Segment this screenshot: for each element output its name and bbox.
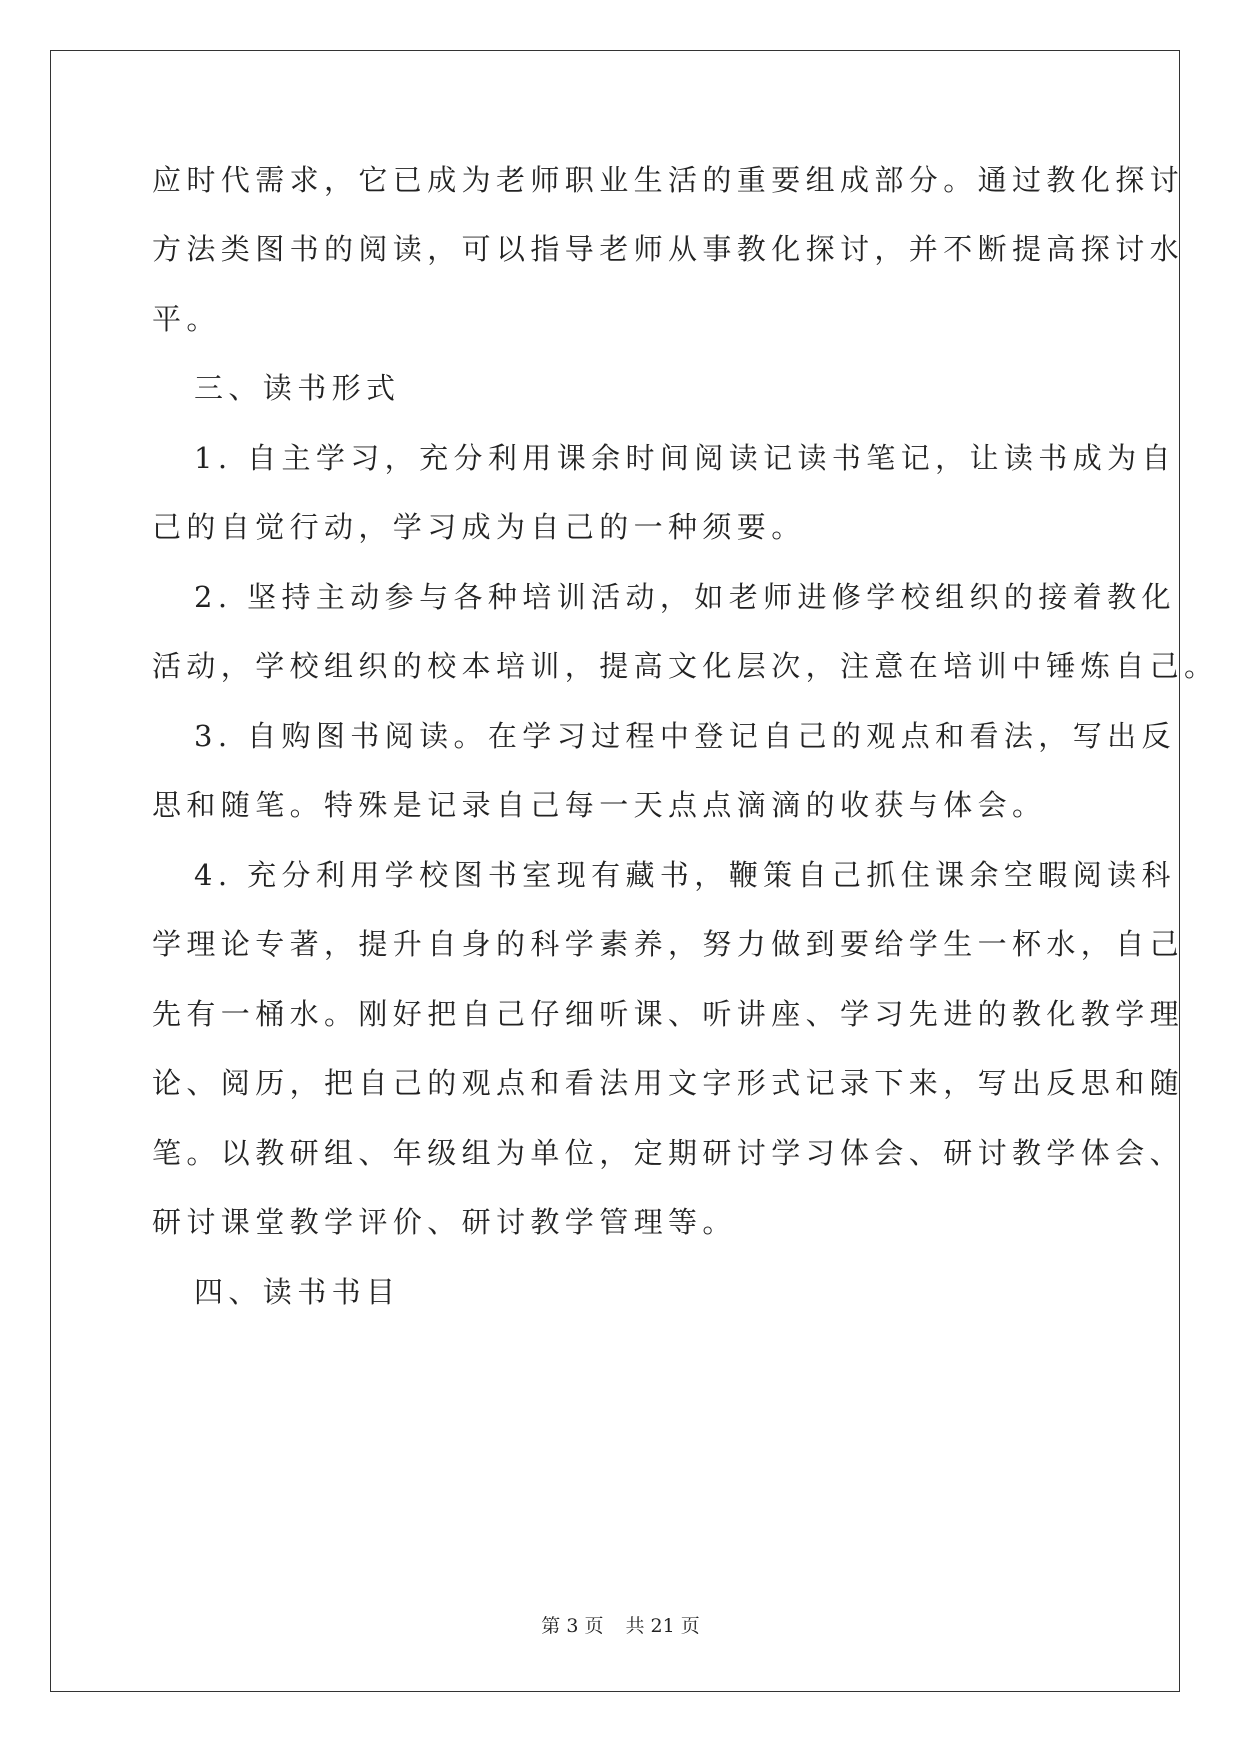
body-line: 平。 bbox=[152, 302, 221, 336]
body-line: 研讨课堂教学评价、研讨教学管理等。 bbox=[152, 1205, 737, 1239]
body-line: 己的自觉行动，学习成为自己的一种须要。 bbox=[152, 510, 806, 544]
body-line: 思和随笔。特殊是记录自己每一天点点滴滴的收获与体会。 bbox=[152, 788, 1047, 822]
section-heading: 四、读书书目 bbox=[194, 1275, 401, 1309]
body-line: 学理论专著，提升自身的科学素养，努力做到要给学生一杯水，自己 bbox=[152, 927, 1185, 961]
body-line: 活动，学校组织的校本培训，提高文化层次，注意在培训中锤炼自己。 bbox=[152, 649, 1219, 683]
body-line: 4. 充分利用学校图书室现有藏书，鞭策自己抓住课余空暇阅读科 bbox=[194, 858, 1176, 892]
body-line: 1. 自主学习，充分利用课余时间阅读记读书笔记，让读书成为自 bbox=[194, 441, 1176, 475]
body-line: 方法类图书的阅读，可以指导老师从事教化探讨，并不断提高探讨水 bbox=[152, 232, 1185, 266]
page-number: 第 3 页 bbox=[541, 1615, 604, 1637]
body-line: 3. 自购图书阅读。在学习过程中登记自己的观点和看法，写出反 bbox=[194, 719, 1176, 753]
body-line: 笔。以教研组、年级组为单位，定期研讨学习体会、研讨教学体会、 bbox=[152, 1136, 1185, 1170]
page-footer bbox=[0, 1614, 1241, 1638]
body-line: 2. 坚持主动参与各种培训活动，如老师进修学校组织的接着教化 bbox=[194, 580, 1176, 614]
body-line: 先有一桶水。刚好把自己仔细听课、听讲座、学习先进的教化教学理 bbox=[152, 997, 1185, 1031]
page-total: 共 21 页 bbox=[625, 1615, 700, 1637]
body-line: 论、阅历，把自己的观点和看法用文字形式记录下来，写出反思和随 bbox=[152, 1066, 1185, 1100]
body-line: 应时代需求，它已成为老师职业生活的重要组成部分。通过教化探讨 bbox=[152, 163, 1185, 197]
section-heading: 三、读书形式 bbox=[194, 371, 401, 405]
